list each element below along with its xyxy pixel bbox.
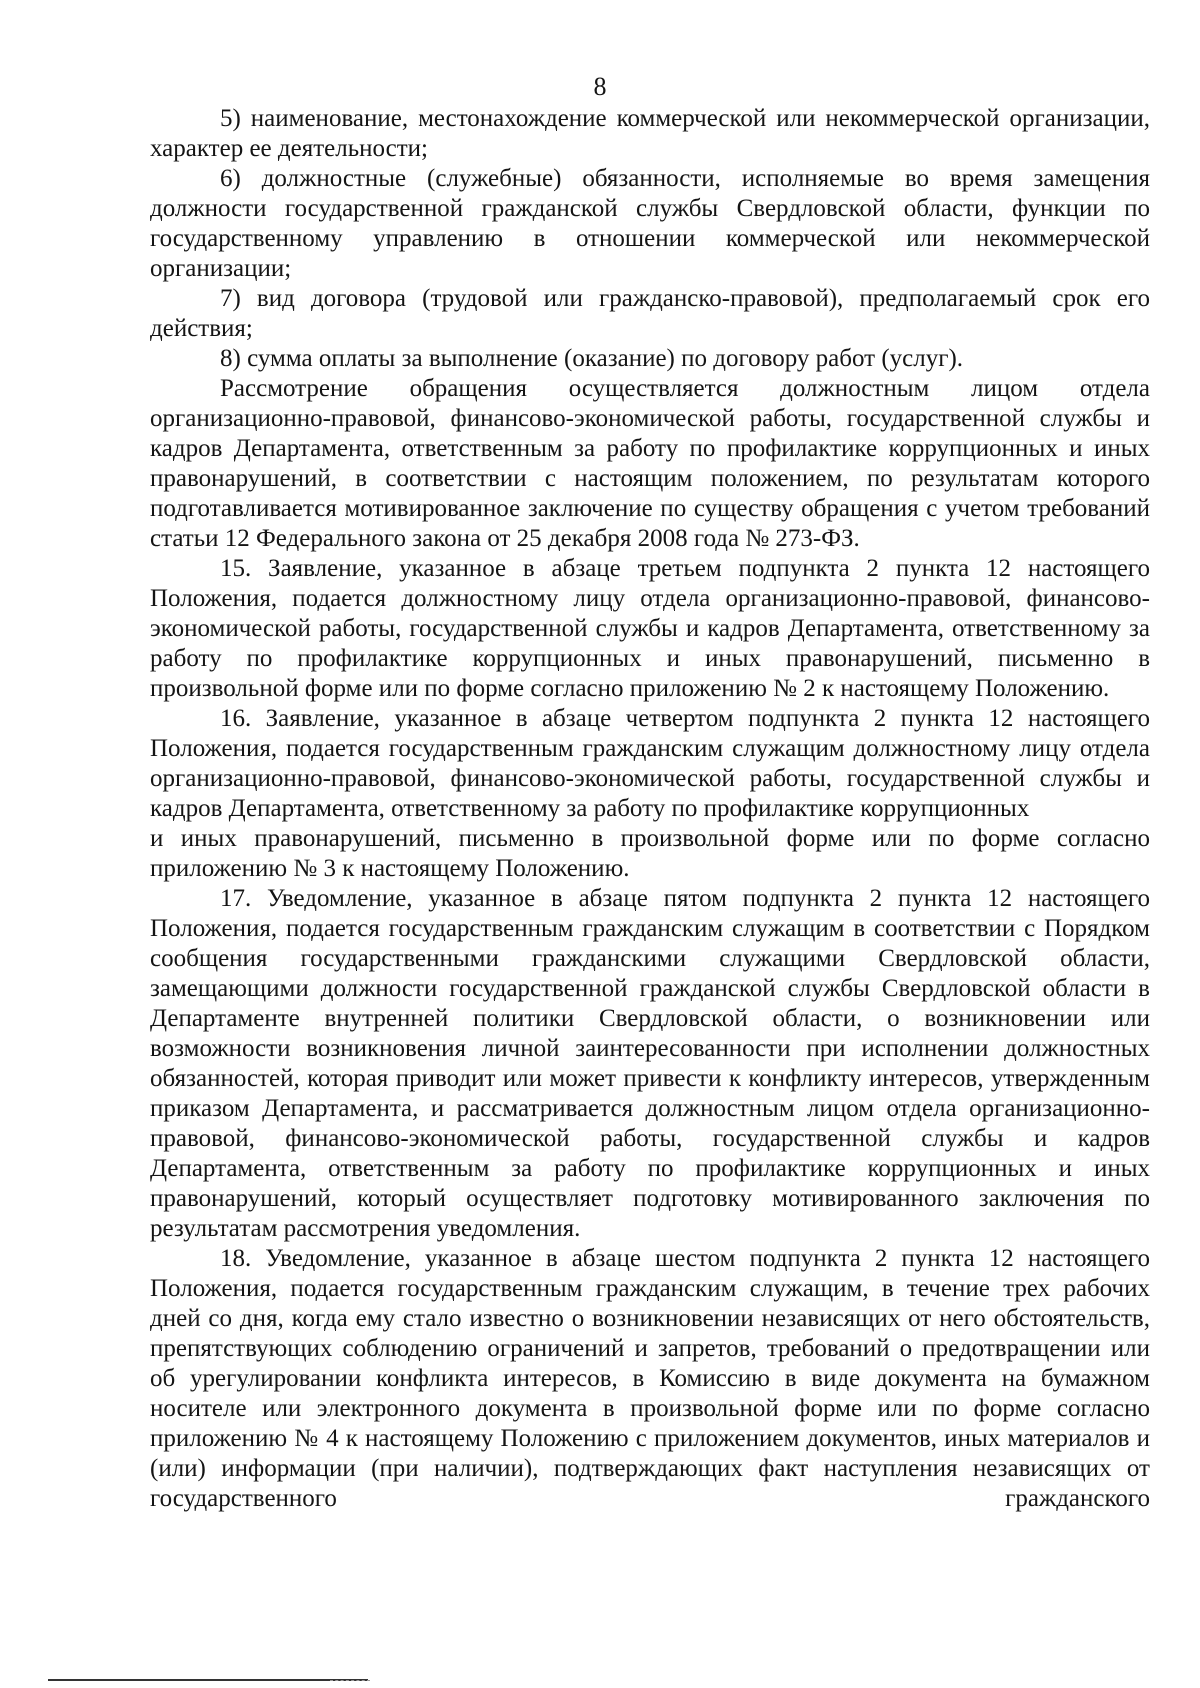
paragraph: 7) вид договора (трудовой или гражданско-правовой), предполагаемый срок его действия; [150, 285, 1150, 342]
paragraph: 5) наименование, местонахождение коммерческой или некоммерческой организации, характер ее деятельности; [150, 105, 1150, 162]
paragraph: 6) должностные (служебные) обязанности, исполняемые во время замещения должности государственной гражданской службы Свердловской области, функции по государственному управлению в отношении коммерческой или некоммерческой организации; [150, 165, 1150, 282]
document-body [150, 104, 1150, 1514]
paragraph: 16. Заявление, указанное в абзаце четвертом подпункта 2 пункта 12 настоящего Положения, подается государственным гражданским служащим должностному лицу отдела организационно-правовой, финансово-экономической работы, государственной службы и кадров Департамента, ответственному за работу по профилактике коррупционных [150, 705, 1150, 822]
footer-rule [48, 1679, 368, 1681]
paragraph: и иных правонарушений, письменно в произвольной форме или по форме согласно приложению № 3 к настоящему Положению. [150, 825, 1150, 882]
footer-rule-extension [330, 1680, 370, 1681]
paragraph: 17. Уведомление, указанное в абзаце пятом подпункта 2 пункта 12 настоящего Положения, подается государственным гражданским служащим в соответствии с Порядком сообщения государственными гражданскими служащими Свердловской области, замещающими должности государственной гражданской службы Свердловской области в Департаменте внутренней политики Свердловской области, о возникновении или возможности возникновения личной заинтересованности при исполнении должностных обязанностей, которая приводит или может привести к конфликту интересов, утвержденным приказом Департамента, и рассматривается должностным лицом отдела организационно-правовой, финансово-экономической работы, государственной службы и кадров Департамента, ответственным за работу по профилактике коррупционных и иных правонарушений, который осуществляет подготовку мотивированного заключения по результатам рассмотрения уведомления. [150, 885, 1150, 1242]
paragraph: Рассмотрение обращения осуществляется должностным лицом отдела организационно-правовой, финансово-экономической работы, государственной службы и кадров Департамента, ответственным за работу по профилактике коррупционных и иных правонарушений, в соответствии с настоящим положением, по результатам которого подготавливается мотивированное заключение по существу обращения с учетом требований статьи 12 Федерального закона от 25 декабря 2008 года № 273-ФЗ. [150, 375, 1150, 552]
page-number: 8 [593, 72, 607, 101]
paragraph: 8) сумма оплаты за выполнение (оказание) по договору работ (услуг). [220, 345, 964, 372]
paragraph: 18. Уведомление, указанное в абзаце шестом подпункта 2 пункта 12 настоящего Положения, подается государственным гражданским служащим, в течение трех рабочих дней со дня, когда ему стало известно о возникновении независящих от него обстоятельств, препятствующих соблюдению ограничений и запретов, требований о предотвращении или об урегулировании конфликта интересов, в Комиссию в виде документа на бумажном носителе или электронного документа в произвольной форме или по форме согласно приложению № 4 к настоящему Положению с приложением документов, иных материалов и (или) информации (при наличии), подтверждающих факт наступления независящих от государственного гражданского [150, 1245, 1150, 1512]
paragraph: 15. Заявление, указанное в абзаце третьем подпункта 2 пункта 12 настоящего Положения, подается должностному лицу отдела организационно-правовой, финансово-экономической работы, государственной службы и кадров Департамента, ответственному за работу по профилактике коррупционных и иных правонарушений, письменно в произвольной форме или по форме согласно приложению № 2 к настоящему Положению. [150, 555, 1150, 702]
